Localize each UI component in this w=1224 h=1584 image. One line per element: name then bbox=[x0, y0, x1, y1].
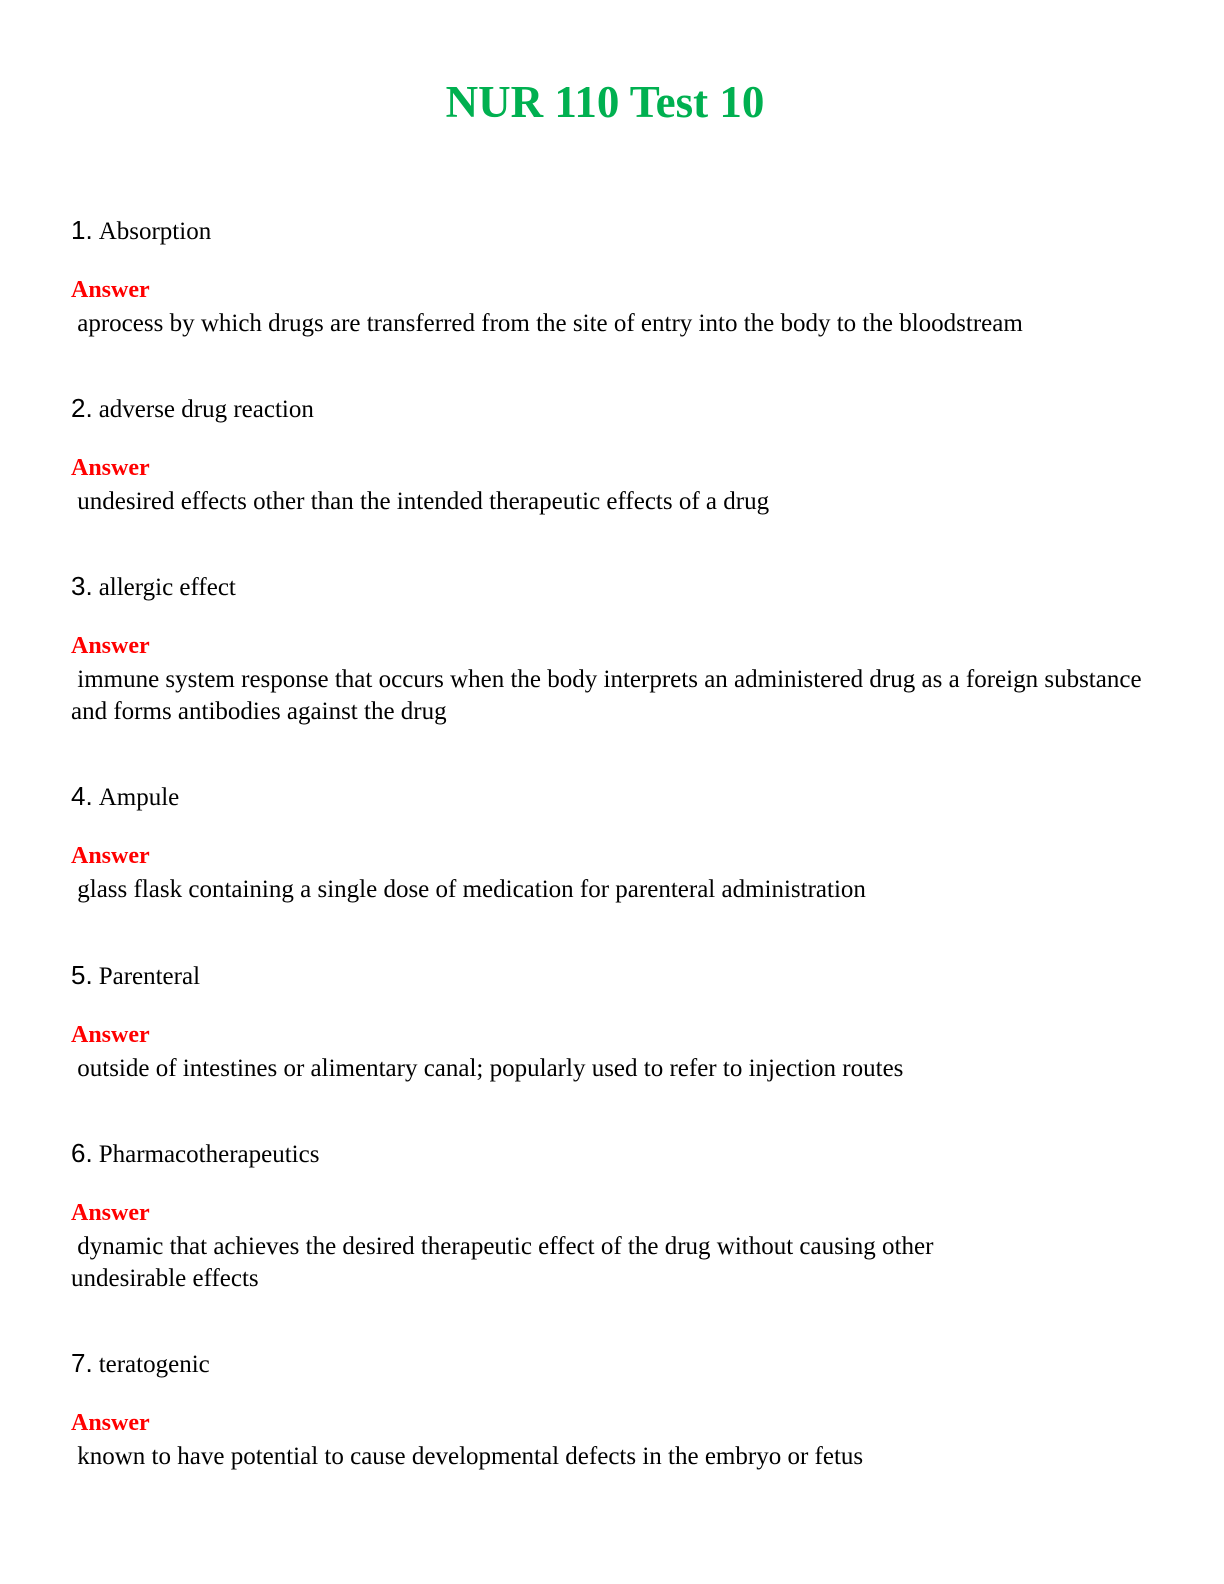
answer-text: immune system response that occurs when the body interprets an administered drug as a foreign substance and forms antibodies against the drug bbox=[71, 666, 1148, 725]
question-number: 4. bbox=[71, 781, 93, 811]
answer-text: dynamic that achieves the desired therapeutic effect of the drug without causing other undesirable effects bbox=[71, 1233, 940, 1292]
question-line bbox=[71, 1347, 1151, 1379]
question-item bbox=[71, 1347, 1151, 1473]
question-term: Pharmacotherapeutics bbox=[98, 1141, 320, 1168]
answer-label: Answer bbox=[71, 1022, 150, 1048]
question-item bbox=[71, 214, 1151, 340]
answer-label: Answer bbox=[71, 633, 150, 659]
answer-label: Answer bbox=[71, 843, 150, 869]
question-item bbox=[71, 780, 1151, 906]
answer-label: Answer bbox=[71, 1200, 150, 1226]
question-item bbox=[71, 392, 1151, 518]
question-line bbox=[71, 1137, 1151, 1169]
question-term: teratogenic bbox=[98, 1351, 210, 1378]
question-number: 5. bbox=[71, 960, 93, 990]
question-number: 3. bbox=[71, 571, 93, 601]
question-number: 6. bbox=[71, 1138, 93, 1168]
question-item bbox=[71, 959, 1151, 1085]
question-item bbox=[71, 570, 1151, 728]
question-term: adverse drug reaction bbox=[98, 396, 314, 423]
answer-text: known to have potential to cause developmental defects in the embryo or fetus bbox=[71, 1443, 864, 1470]
question-item bbox=[71, 1137, 1151, 1295]
answer-label: Answer bbox=[71, 1410, 150, 1436]
question-term: Ampule bbox=[98, 784, 180, 811]
question-term: Absorption bbox=[98, 218, 212, 245]
question-number: 1. bbox=[71, 215, 93, 245]
page-title: NUR 110 Test 10 bbox=[445, 77, 765, 127]
question-line bbox=[71, 780, 1151, 812]
answer-text: outside of intestines or alimentary canal; popularly used to refer to injection routes bbox=[71, 1055, 904, 1082]
answer-label: Answer bbox=[71, 455, 150, 481]
question-number: 7. bbox=[71, 1348, 93, 1378]
question-line bbox=[71, 959, 1151, 991]
question-term: Parenteral bbox=[98, 963, 201, 990]
question-line bbox=[71, 214, 1151, 246]
answer-label: Answer bbox=[71, 277, 150, 303]
answer-text: undesired effects other than the intended therapeutic effects of a drug bbox=[71, 488, 770, 515]
answer-text: glass flask containing a single dose of medication for parenteral administration bbox=[71, 876, 866, 903]
question-line bbox=[71, 392, 1151, 424]
answer-text: aprocess by which drugs are transferred from the site of entry into the body to the bloodstream bbox=[71, 310, 1023, 337]
question-term: allergic effect bbox=[98, 574, 236, 601]
question-number: 2. bbox=[71, 393, 93, 423]
question-line bbox=[71, 570, 1151, 602]
